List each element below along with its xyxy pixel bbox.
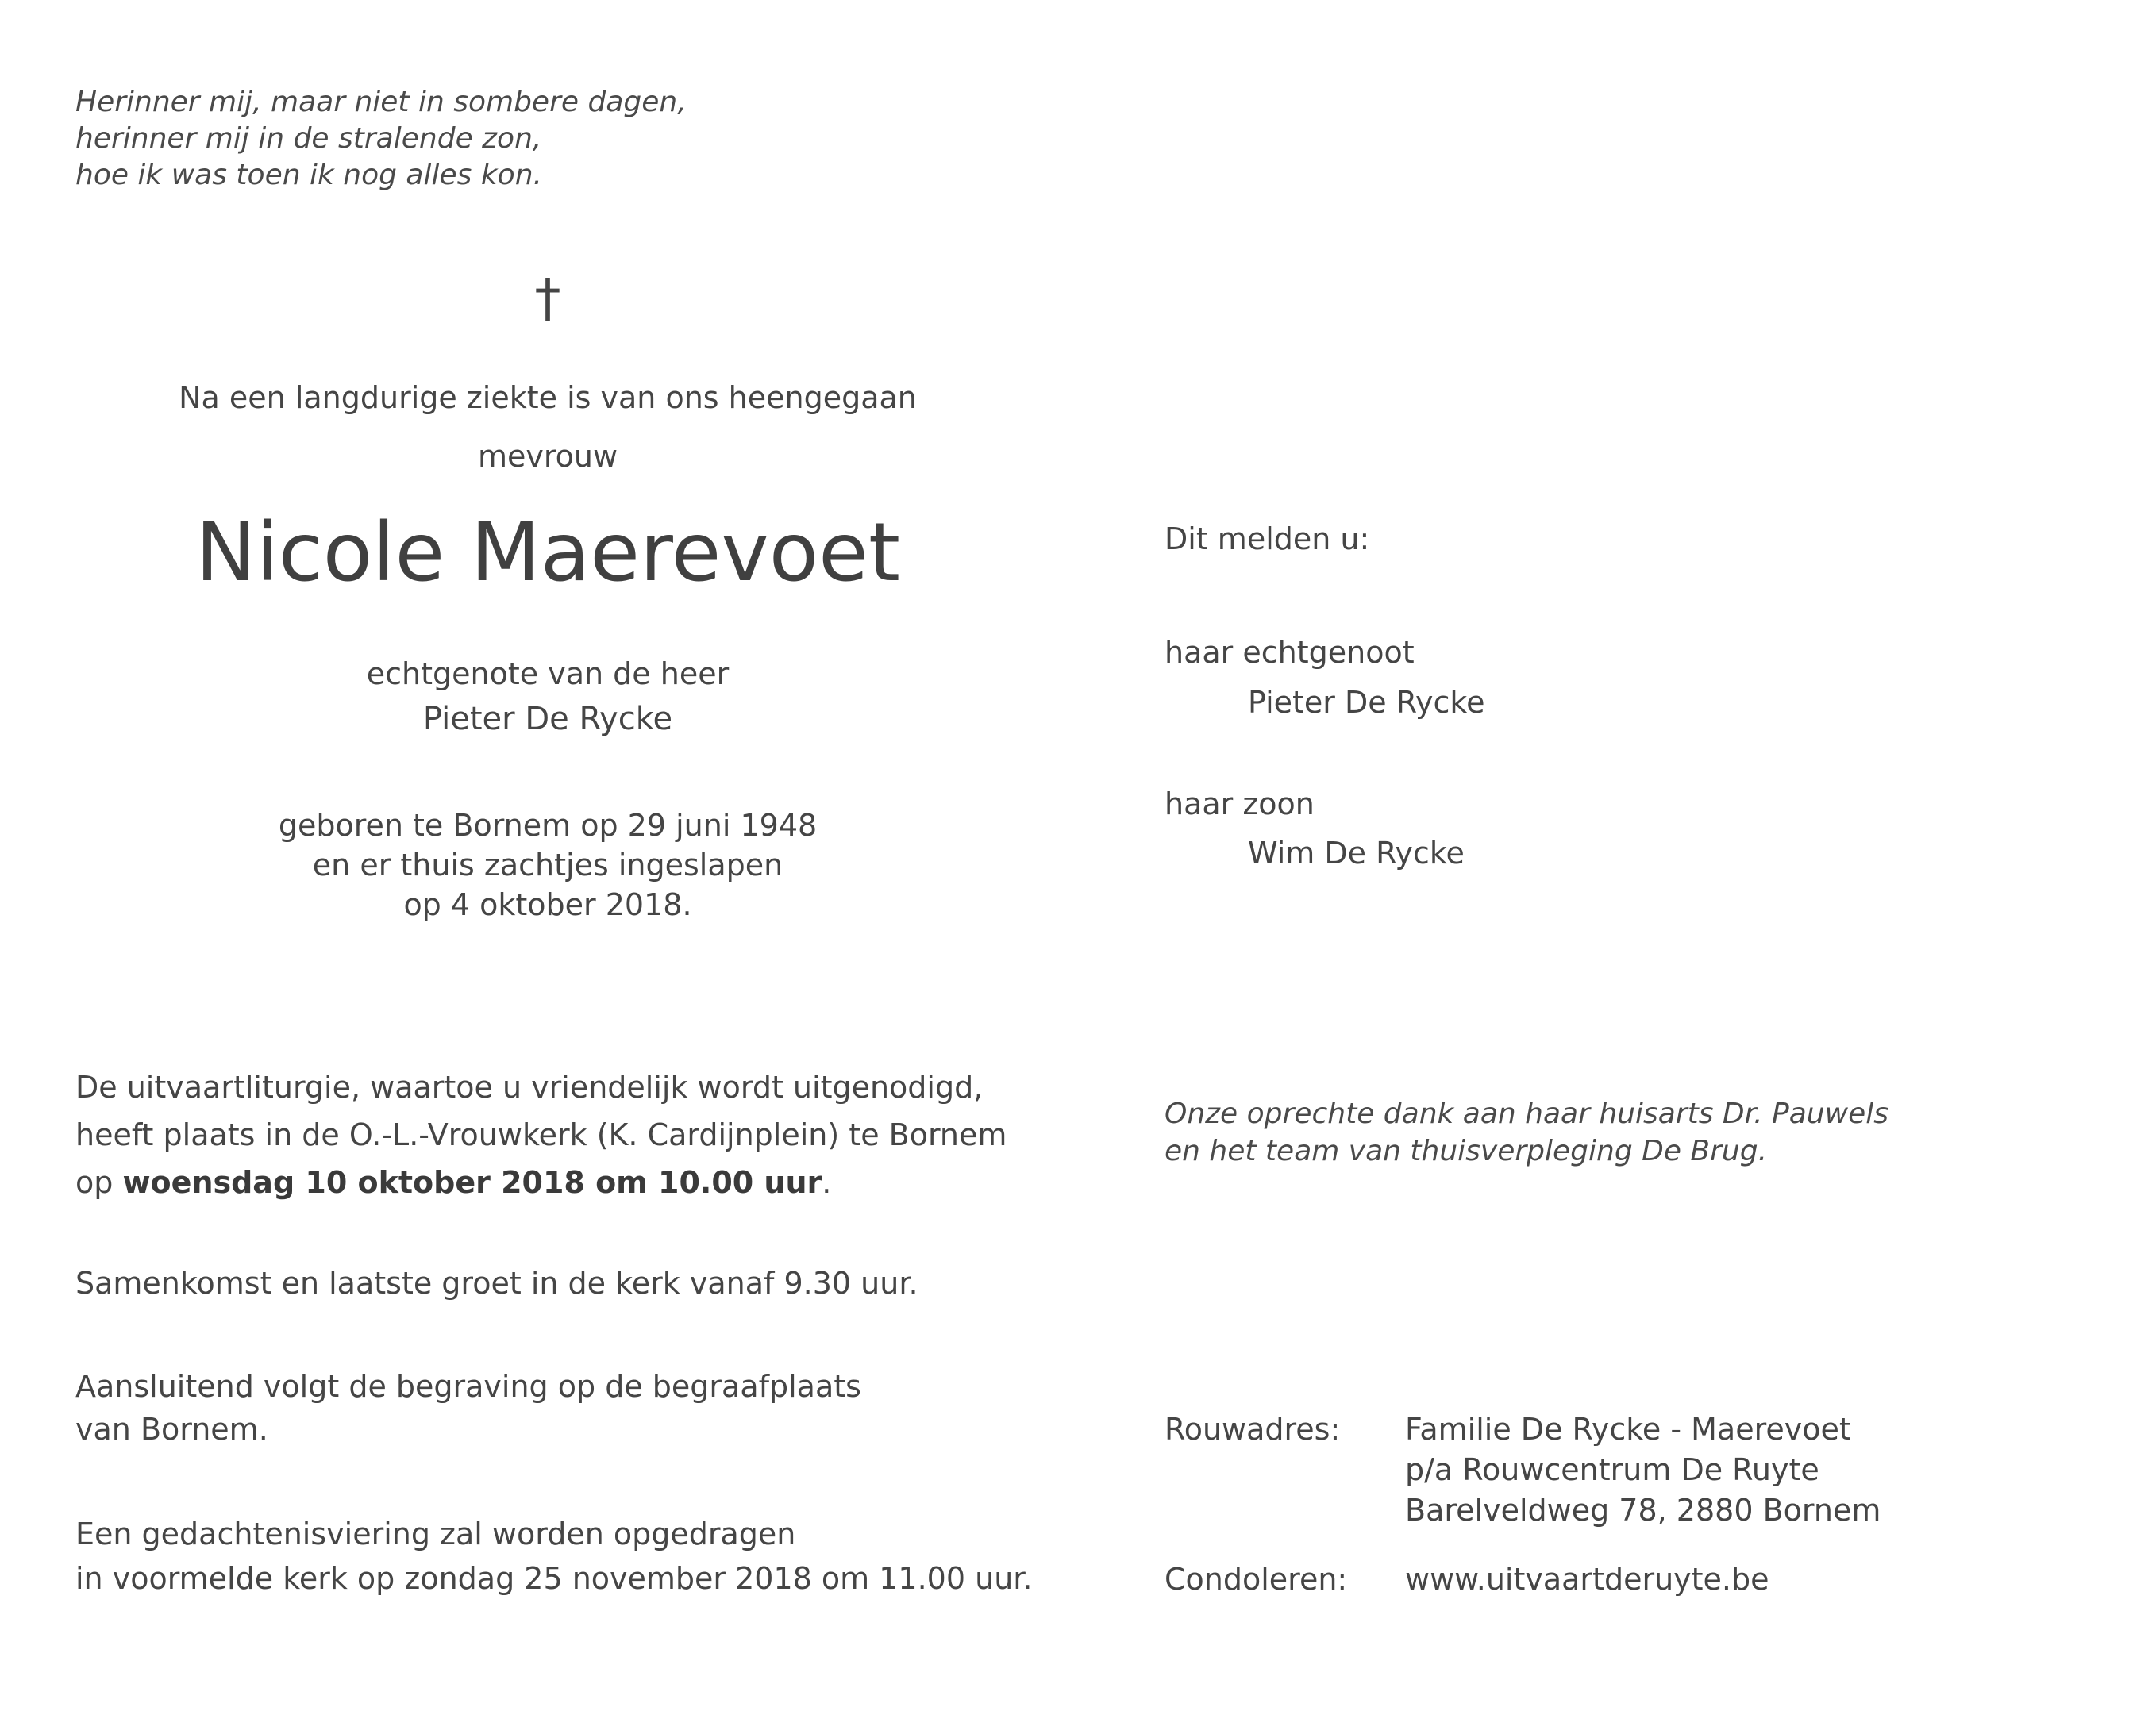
mourning-address <box>1405 1409 1881 1531</box>
memorial-line: in voormelde kerk op zondag 25 november 2018 om 11.00 uur. <box>75 1561 1033 1596</box>
death-line: en er thuis zachtjes ingeslapen <box>312 848 783 882</box>
burial-line: Aansluitend volgt de begraving op de begraafplaats <box>75 1369 861 1404</box>
husband-label: haar echtgenoot <box>1165 635 1415 670</box>
ceremony-date-line <box>75 1159 1007 1206</box>
poem-line: Herinner mij, maar niet in sombere dagen, <box>75 86 687 118</box>
spouse-label: echtgenote van de heer <box>366 656 730 691</box>
burial-line: van Bornem. <box>75 1412 268 1447</box>
spouse-name: Pieter De Rycke <box>422 701 673 737</box>
gathering-text: Samenkomst en laatste groet in de kerk vanaf 9.30 uur. <box>75 1266 918 1301</box>
intro-text: Na een langdurige ziekte is van ons heengegaan <box>179 380 917 415</box>
ceremony-date: woensdag 10 oktober 2018 om 10.00 uur <box>122 1165 822 1200</box>
deceased-name: Nicole Maerevoet <box>195 506 900 600</box>
poem-line: hoe ik was toen ik nog alles kon. <box>75 159 542 191</box>
ceremony-paragraph <box>75 1063 1007 1206</box>
memorial-poem <box>75 84 687 194</box>
son-label: haar zoon <box>1165 786 1315 821</box>
ceremony-line: De uitvaartliturgie, waartoe u vriendelijk wordt uitgenodigd, <box>75 1070 984 1105</box>
poem-line: herinner mij in de stralende zon, <box>75 122 542 155</box>
husband-name: Pieter De Rycke <box>1248 685 1485 720</box>
memorial-paragraph <box>75 1512 1033 1601</box>
address-line: p/a Rouwcentrum De Ruyte <box>1405 1452 1819 1487</box>
honorific-title: mevrouw <box>477 439 618 474</box>
thanks-note <box>1165 1095 1888 1170</box>
address-line: Barelveldweg 78, 2880 Bornem <box>1405 1493 1881 1528</box>
family-heading: Dit melden u: <box>1165 521 1370 556</box>
address-line: Familie De Rycke - Maerevoet <box>1405 1412 1851 1447</box>
address-label: Rouwadres: <box>1165 1412 1341 1447</box>
thanks-line: Onze oprechte dank aan haar huisarts Dr. Pauwels <box>1165 1098 1888 1130</box>
life-dates <box>75 805 1020 925</box>
ceremony-date-prefix: op <box>75 1165 123 1200</box>
ceremony-date-suffix: . <box>822 1165 832 1200</box>
condolence-link[interactable]: www.uitvaartderuyte.be <box>1405 1562 1769 1597</box>
ceremony-line: heeft plaats in de O.-L.-Vrouwkerk (K. Cardijnplein) te Bornem <box>75 1117 1007 1152</box>
burial-paragraph <box>75 1365 861 1451</box>
son-name: Wim De Rycke <box>1248 836 1465 871</box>
cross-icon: † <box>534 267 561 329</box>
condolence-label: Condoleren: <box>1165 1562 1348 1597</box>
memorial-line: Een gedachtenisviering zal worden opgedragen <box>75 1517 796 1551</box>
birth-line: geboren te Bornem op 29 juni 1948 <box>278 808 818 843</box>
death-date-line: op 4 oktober 2018. <box>403 887 692 922</box>
thanks-line: en het team van thuisverpleging De Brug. <box>1165 1135 1768 1167</box>
